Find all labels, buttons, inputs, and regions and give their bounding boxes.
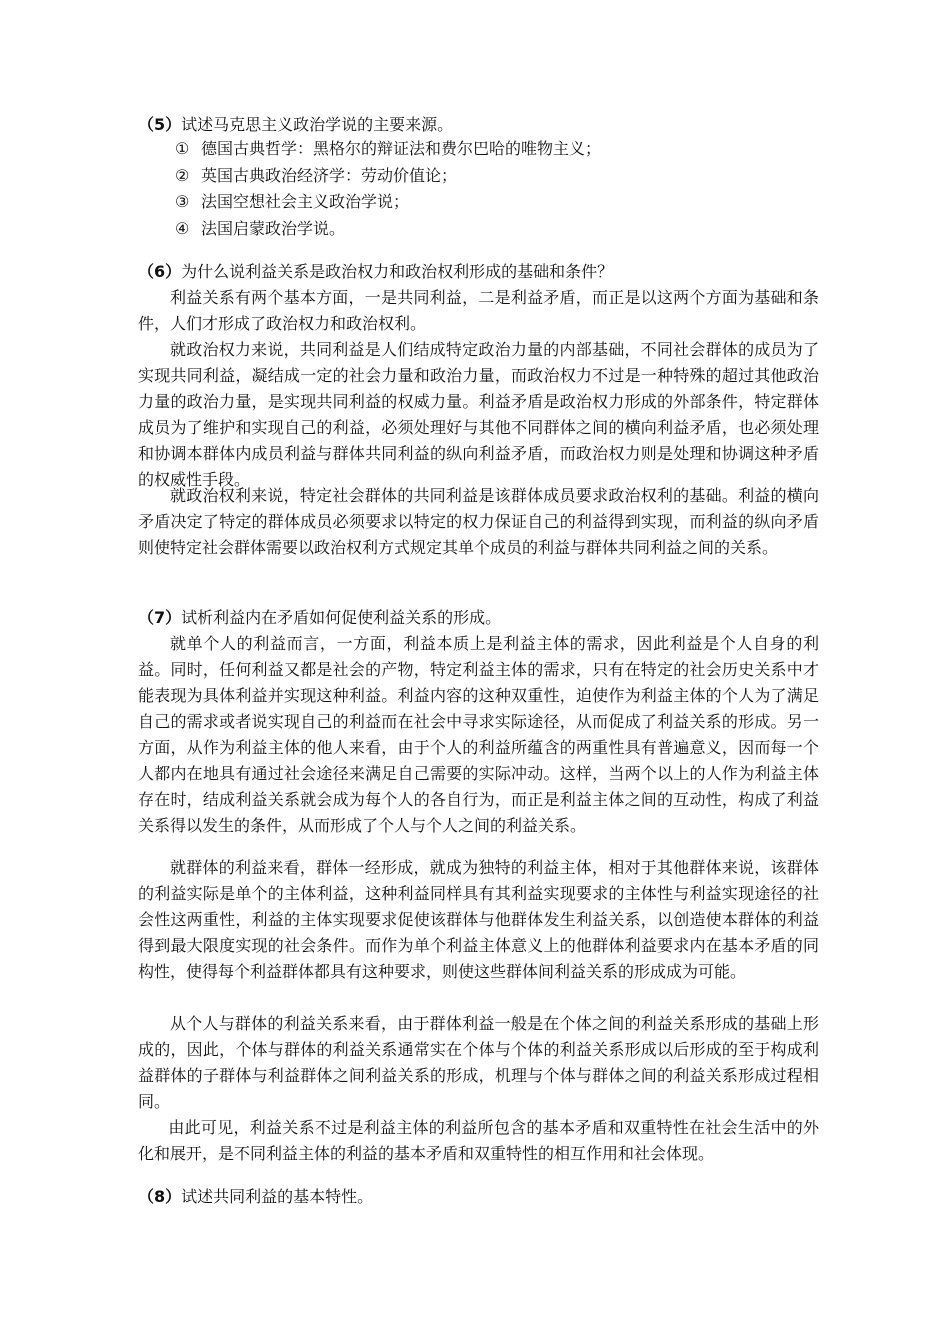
question-number: （6） — [138, 262, 182, 281]
paragraph: 从个人与群体的利益关系来看，由于群体利益一般是在个体之间的利益关系形成的基础上形成的，因此，个体与群体的利益关系通常实在个体与个体的利益关系形成以后形成的至于构成利益群体的子群体与利益群体之间利益关系的形成，机理与个体与群体之间的利益关系形成过程相同。 — [138, 1014, 819, 1111]
question-title: 为什么说利益关系是政治权力和政治权利形成的基础和条件？ — [181, 262, 614, 281]
question-title: 试析利益内在矛盾如何促使利益关系的形成。 — [181, 608, 502, 627]
list-item-text: 英国古典政治经济学：劳动价值论； — [201, 165, 458, 185]
question-8-heading — [138, 1184, 373, 1210]
question-title: 试述马克思主义政治学说的主要来源。 — [181, 115, 454, 134]
list-marker: ④ — [175, 218, 190, 238]
question-7-heading — [138, 605, 501, 631]
paragraph: 就单个人的利益而言，一方面，利益本质上是利益主体的需求，因此利益是个人自身的利益。同时，任何利益又都是社会的产物，特定利益主体的需求，只有在特定的社会历史关系中才能表现为具体利益并实现这种利益。利益内容的这种双重性，迫使作为利益主体的个人为了满足自己的需求或者说实现自己的利益而在社会中寻求实际途径，从而促成了利益关系的形成。另一方面，从作为利益主体的他人来看，由于个人的利益所蕴含的两重性具有普遍意义，因而每一个人都内在地具有通过社会途径来满足自己需要的实际冲动。这样，当两个以上的人作为利益主体存在时，结成利益关系就会成为每个人的各自行为，而正是利益主体之间的互动性，构成了利益关系得以发生的条件，从而形成了个人与个人之间的利益关系。 — [138, 634, 819, 835]
source-list — [175, 136, 601, 242]
list-item — [175, 216, 601, 243]
conclusion-paragraph: 由此可见，利益关系不过是利益主体的利益所包含的基本矛盾和双重特性在社会生活中的外化和展开，是不同利益主体的利益的基本矛盾和双重特性的相互作用和社会体现。 — [138, 1118, 819, 1163]
list-marker: ① — [175, 139, 190, 158]
paragraph: 就政治权力来说，共同利益是人们结成特定政治力量的内部基础，不同社会群体的成员为了实现共同利益，凝结成一定的社会力量和政治力量，而政治权力不过是一种特殊的超过其他政治力量的政治力量，是实现共同利益的权威力量。利益矛盾是政治权力形成的外部条件，特定群体成员为了维护和实现自己的利益，必须处理好与其他不同群体之间的横向利益矛盾，也必须处理和协调本群体内成员利益与群体共同利益的纵向利益矛盾，而政治权力则是处理和协调这种矛盾的权威性手段。 — [138, 340, 819, 489]
list-item — [175, 189, 601, 216]
question-5-heading — [138, 112, 453, 138]
paragraph: 利益关系有两个基本方面，一是共同利益，二是利益矛盾，而正是以这两个方面为基础和条件，人们才形成了政治权力和政治权利。 — [138, 288, 819, 333]
question-number: （5） — [138, 115, 182, 134]
question-number: （8） — [138, 1187, 182, 1206]
question-number: （7） — [138, 608, 182, 627]
list-item — [175, 136, 601, 163]
list-marker: ② — [175, 165, 190, 185]
list-marker: ③ — [175, 192, 190, 211]
list-item — [175, 163, 601, 190]
paragraph: 就政治权利来说，特定社会群体的共同利益是该群体成员要求政治权利的基础。利益的横向矛盾决定了特定的群体成员必须要求以特定的权力保证自己的利益得到实现，而利益的纵向矛盾则使特定社会群体需要以政治权利方式规定其单个成员的利益与群体共同利益之间的关系。 — [138, 486, 819, 557]
list-item-text: 法国空想社会主义政治学说； — [201, 192, 410, 211]
list-item-text: 法国启蒙政治学说。 — [201, 218, 346, 238]
question-title: 试述共同利益的基本特性。 — [181, 1187, 374, 1206]
question-6-heading — [138, 259, 613, 285]
list-item-text: 德国古典哲学：黑格尔的辩证法和费尔巴哈的唯物主义； — [201, 139, 602, 158]
paragraph: 就群体的利益来看，群体一经形成，就成为独特的利益主体，相对于其他群体来说，该群体的利益实际是单个的主体利益，这种利益同样具有其利益实现要求的主体性与利益实现途径的社会性这两重性，利益的主体实现要求促使该群体与他群体发生利益关系，以创造使本群体的利益得到最大限度实现的社会条件。而作为单个利益主体意义上的他群体利益要求内在基本矛盾的同构性，使得每个利益群体都具有这种要求，则使这些群体间利益关系的形成成为可能。 — [138, 858, 819, 981]
